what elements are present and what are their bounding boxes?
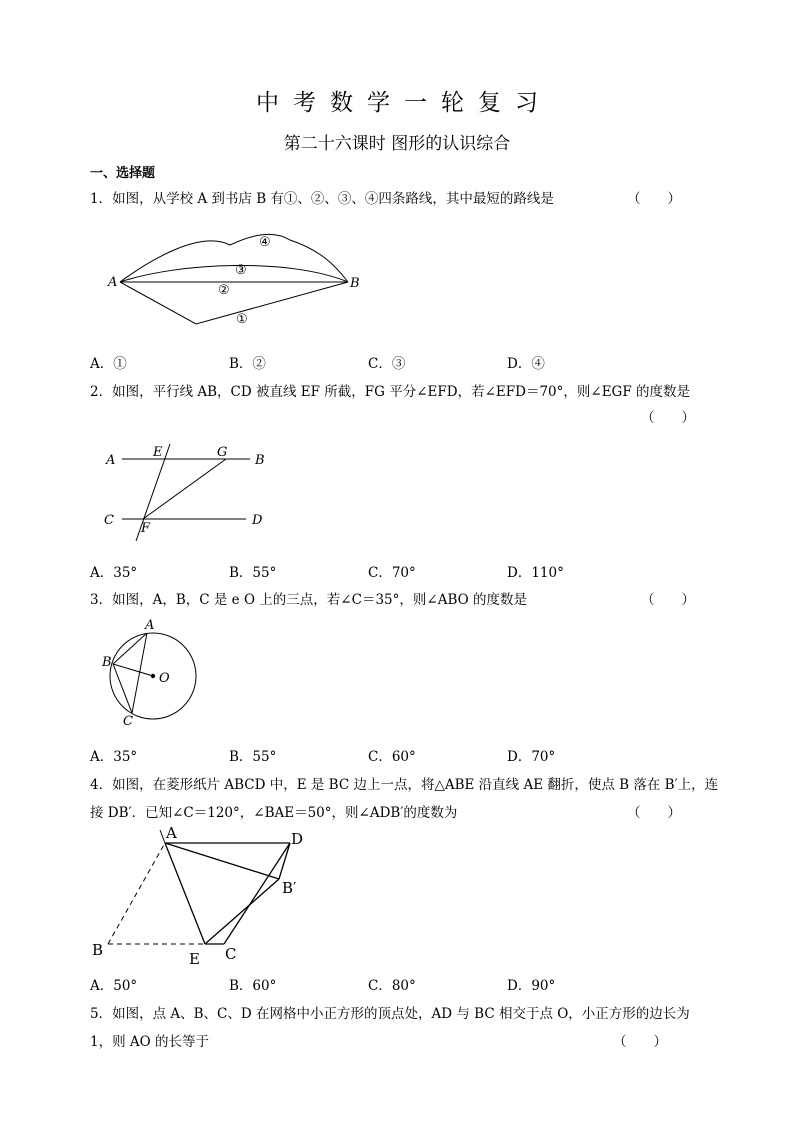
question-5-stem-line-2: 1，则 AO 的长等于 (90, 1034, 209, 1050)
label-d: D (252, 513, 263, 528)
route-2-label: ② (218, 283, 230, 298)
q3-option-c[interactable]: C．60° (368, 749, 416, 765)
q4-option-a[interactable]: A．50° (90, 978, 138, 994)
question-1-answer-paren: （ ） (627, 191, 681, 207)
label-f: F (141, 521, 151, 536)
label-c: C (225, 945, 237, 963)
q4-option-d[interactable]: D．90° (507, 978, 556, 994)
label-c: C (123, 714, 133, 729)
label-e: E (189, 950, 200, 968)
label-d: D (291, 830, 304, 848)
segment-db-prime (279, 843, 290, 879)
q3-option-b[interactable]: B．55° (229, 749, 277, 765)
question-2-stem: 2．如图，平行线 AB，CD 被直线 EF 所截，FG 平分∠EFD，若∠EFD＝70°，则∠EGF 的度数是 (90, 384, 690, 400)
q4-option-b[interactable]: B．60° (229, 978, 277, 994)
q2-option-c[interactable]: C．70° (368, 565, 416, 581)
label-b: B (92, 941, 104, 959)
route-1-label: ① (236, 312, 248, 327)
label-e: E (153, 445, 163, 460)
point-a-label: A (108, 275, 118, 290)
point-b-label: B (350, 276, 360, 291)
edge-eb-prime (205, 879, 279, 944)
tick-a (160, 830, 165, 843)
q4-option-c[interactable]: C．80° (368, 978, 416, 994)
section-heading: 一、选择题 (90, 166, 156, 181)
edge-dc (224, 843, 290, 944)
q3-option-a[interactable]: A．35° (90, 749, 138, 765)
question-4-stem-line-1: 4．如图，在菱形纸片 ABCD 中，E 是 BC 边上一点，将△ABE 沿直线 AE 翻折，使点 B 落在 B′上，连 (90, 777, 719, 793)
question-4-stem-line-2: 接 DB′．已知∠C＝120°，∠BAE＝50°，则∠ADB′的度数为 (90, 805, 458, 821)
label-g: G (217, 445, 228, 460)
q2-option-a[interactable]: A．35° (90, 565, 138, 581)
question-4-answer-paren: （ ） (627, 805, 681, 821)
question-5-answer-paren: （ ） (613, 1034, 667, 1050)
q1-option-c[interactable]: C．③ (368, 356, 406, 372)
edge-ab-prime (165, 843, 279, 879)
question-3-stem: 3．如图，A，B，C 是 e O 上的三点，若∠C＝35°，则∠ABO 的度数是 (90, 592, 527, 608)
question-2-answer-paren: （ ） (641, 410, 695, 426)
label-b: B (255, 453, 265, 468)
q1-option-b[interactable]: B．② (229, 356, 266, 372)
question-5-stem-line-1: 5．如图，点 A、B、C、D 在网格中小正方形的顶点处，AD 与 BC 相交于点 O，小正方形的边长为 (90, 1006, 690, 1022)
route-4-label: ④ (259, 235, 271, 250)
route-3-label: ③ (235, 263, 247, 278)
question-1-stem: 1．如图，从学校 A 到书店 B 有①、②、③、④四条路线，其中最短的路线是 (90, 191, 554, 207)
label-a: A (106, 453, 116, 468)
q3-option-d[interactable]: D．70° (507, 749, 556, 765)
page-title: 中考数学一轮复习 (256, 90, 552, 116)
q1-option-a[interactable]: A．① (90, 356, 127, 372)
q2-option-d[interactable]: D．110° (507, 565, 564, 581)
edge-ba-dashed (108, 843, 165, 944)
question-3-answer-paren: （ ） (641, 592, 695, 608)
q1-option-d[interactable]: D．④ (507, 356, 545, 372)
q2-option-b[interactable]: B．55° (229, 565, 277, 581)
page-subtitle: 第二十六课时 图形的认识综合 (283, 134, 511, 154)
label-b-prime: B′ (282, 879, 297, 897)
label-a: A (166, 824, 177, 842)
label-b: B (102, 655, 112, 670)
label-o: O (159, 671, 170, 686)
fold-line-ae (165, 843, 205, 944)
label-a: A (145, 618, 155, 633)
label-c: C (104, 513, 114, 528)
